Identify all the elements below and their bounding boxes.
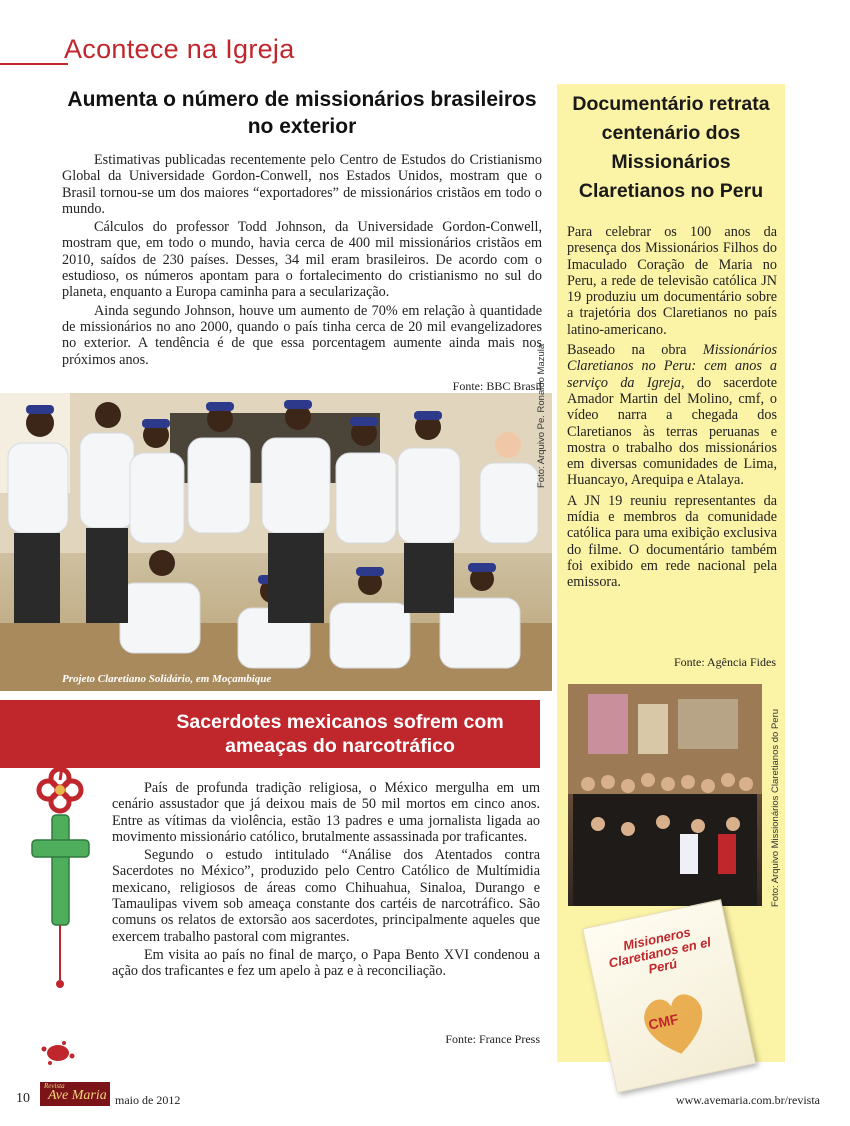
- sidebar-title: Documentário retrata centenário dos Missionários Claretianos no Peru: [572, 93, 770, 202]
- rosary-cross-illustration: [20, 700, 100, 1000]
- article2-body: [112, 780, 540, 982]
- sidebar-source: Fonte: Agência Fides: [674, 655, 776, 669]
- article1-title: Aumenta o número de missionários brasileiros no exterior: [67, 88, 537, 138]
- article2-paragraph: País de profunda tradição religiosa, o México mergulha em um cenário assustador que já deixou mais de 50 mil mortos em cinco anos. Entre as vítimas da violência, estão 13 padres e uma jornalista ligada ao movimento missionário católico, brutalmente assassinada por traficantes.: [112, 780, 540, 845]
- sidebar-photo: [568, 684, 762, 906]
- sidebar-paragraph: A JN 19 reuniu representantes da mídia e membros da comunidade católica para uma exibição exclusiva do filme. O documentário também foi exibido em rede nacional pela emissora.: [567, 492, 777, 591]
- article1-paragraph: Ainda segundo Johnson, houve um aumento de 70% em relação à quantidade de missionários no ano 2000, quando o país tinha cerca de 20 mil evangelizadores no exterior. A tendência é de que essa porcentagem aumente ainda mais nos próximos anos.: [62, 302, 542, 368]
- book-cover-title: Misioneros Claretianos en el Perú: [607, 924, 713, 977]
- article2-paragraph: Em visita ao país no final de março, o Papa Bento XVI condenou a ação dos traficantes e fez um apelo à paz e à reconciliação.: [112, 946, 540, 980]
- mural-group-illustration: [568, 684, 762, 906]
- sidebar-paragraph-text: Baseado na obra: [567, 342, 703, 359]
- website-url[interactable]: www.avemaria.com.br/revista: [675, 1093, 820, 1107]
- book-title-reference: Missionários Claretianos no Peru: cem anos a serviço da Igreja: [567, 342, 777, 391]
- article2-source: Fonte: France Press: [445, 1032, 540, 1046]
- article1-photo-credit: Foto: Arquivo Pe. Ronaldo Mazula: [536, 343, 547, 488]
- article1-photo: [0, 393, 552, 691]
- sidebar-paragraph: [567, 342, 777, 489]
- section-title: Acontece na Igreja: [64, 34, 295, 64]
- sidebar-paragraph-text: , do sacerdote Amador Martin del Molino, cmf, o vídeo narra a chegada dos Claretianos às terras peruanas e mostra o trabalho dos missionários em diversas comunidades de Lima, Huancayo, Arequipa e Atalaya.: [567, 374, 777, 489]
- page-number: 10: [16, 1091, 30, 1106]
- sidebar-paragraph: Para celebrar os 100 anos da presença dos Missionários Filhos do Imaculado Coração de Maria no Peru, a rede de televisão católica JN 19 produziu um documentário sobre a trajetória dos Claretianos no país latino-americano.: [567, 224, 777, 338]
- magazine-logo-text: Ave Maria: [48, 1088, 107, 1103]
- article1-photo-caption: Projeto Claretiano Solidário, em Moçambique: [62, 673, 272, 685]
- article1-body: [62, 152, 542, 370]
- article2-title: Sacerdotes mexicanos sofrem com ameaças do narcotráfico: [176, 711, 504, 757]
- sidebar-body: [567, 224, 777, 595]
- article1-source: Fonte: BBC Brasil: [452, 379, 542, 393]
- blood-splatter-icon: [40, 1040, 76, 1066]
- sidebar-photo-credit: Foto: Arquivo Missionários Claretianos do Peru: [770, 708, 781, 907]
- issue-date: maio de 2012: [115, 1093, 181, 1107]
- cmf-logo-text: CMF: [646, 1010, 680, 1033]
- section-divider: [0, 63, 68, 65]
- article1-paragraph: Cálculos do professor Todd Johnson, da Universidade Gordon-Conwell, mostram que, em todo o mundo, havia cerca de 400 mil missionários cristãos em 2010, saídos de 230 países. Desses, 34 mil eram brasileiros. De acordo com o estudioso, os números apontam para o fortalecimento do cristianismo no sul do planeta, enquanto a Europa caminha para a secularização.: [62, 219, 542, 301]
- group-photo-illustration: [0, 393, 552, 691]
- magazine-logo-small-text: Revista: [44, 1082, 65, 1090]
- cmf-heart-logo: [627, 975, 722, 1070]
- article1-paragraph: Estimativas publicadas recentemente pelo Centro de Estudos do Cristianismo Global da Universidade Gordon-Conwell, nos Estados Unidos, mostram que o Brasil tornou-se um dos maiores “exportadores” de missionários cristãos em todo o mundo.: [62, 152, 542, 217]
- article2-paragraph: Segundo o estudo intitulado “Análise dos Atentados contra Sacerdotes no México”, produzido pelo Centro Católico de Multímidia mexicano, religiosos de áreas como Chihuahua, Sinaloa, Durango e Tamaulipas vivem sob ameaça constante dos cartéis de narcotráfico. São comuns os relatos de extorsão aos sacerdotes, principalmente aqueles que exercem trabalho pastoral com migrantes.: [112, 847, 540, 945]
